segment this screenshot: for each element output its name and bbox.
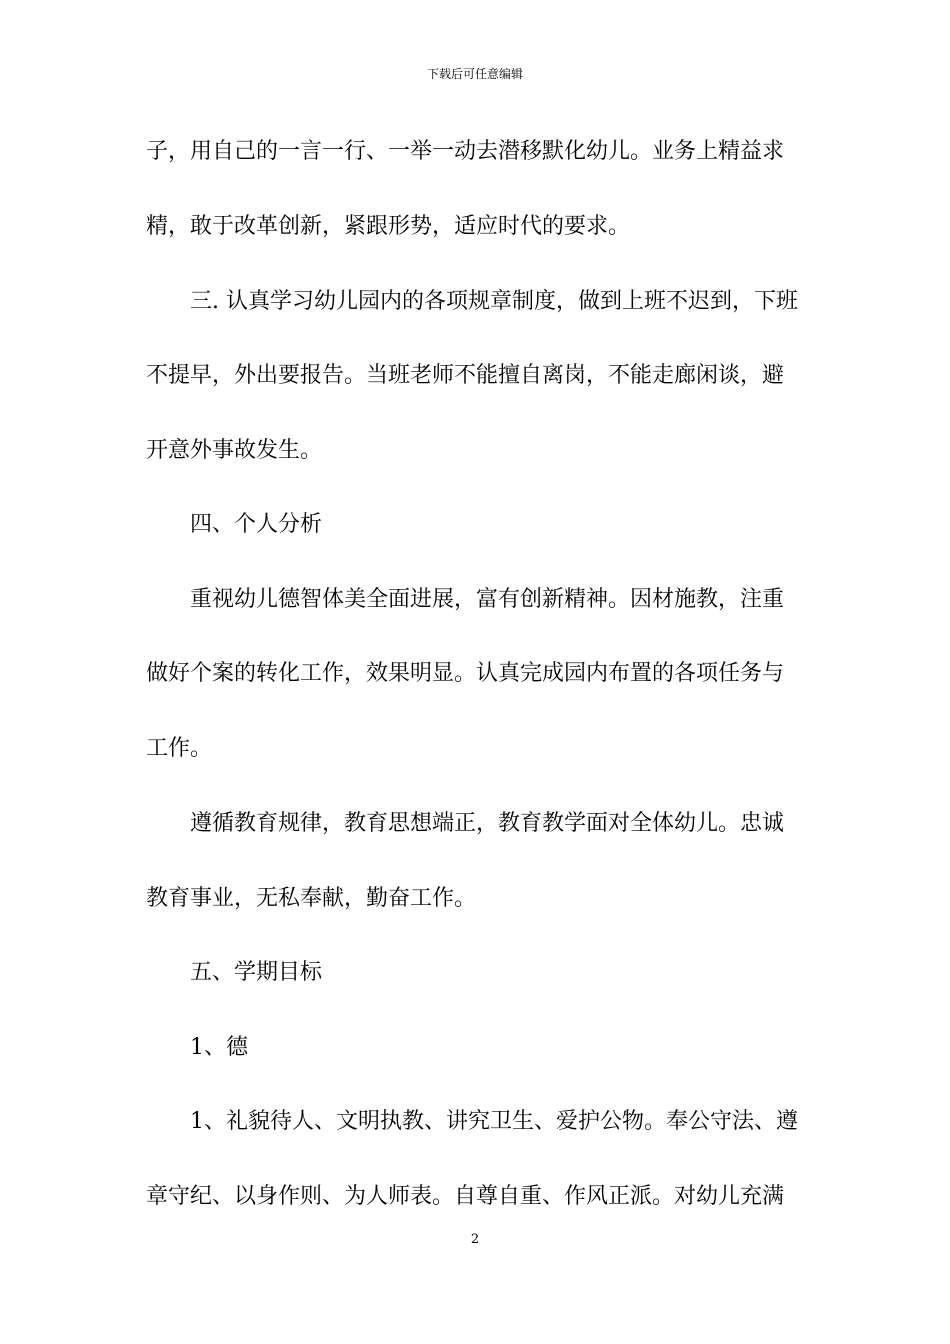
- page-header: 下载后可任意编辑: [426, 67, 523, 81]
- virtue-line-2: 章守纪、以身作则、为人师表。自尊自重、作风正派。对幼儿充满: [146, 1184, 785, 1209]
- subsection-virtue-heading: 1、德: [190, 1035, 248, 1060]
- analysis-line-2: 做好个案的转化工作，效果明显。认真完成园内布置的各项任务与: [146, 661, 785, 686]
- body-line-1: 子，用自己的一言一行、一举一动去潜移默化幼儿。业务上精益求: [146, 139, 785, 164]
- analysis-line-5: 教育事业，无私奉献，勤奋工作。: [146, 886, 477, 911]
- analysis-line-1: 重视幼儿德智体美全面进展，富有创新精神。因材施教，注重: [190, 587, 785, 612]
- section-3-line-3: 开意外事故发生。: [146, 438, 323, 463]
- analysis-line-3: 工作。: [146, 736, 213, 761]
- body-line-2: 精，敢于改革创新，紧跟形势，适应时代的要求。: [146, 214, 631, 239]
- section-3-line-1: 三. 认真学习幼儿园内的各项规章制度，做到上班不迟到，下班: [190, 289, 798, 314]
- section-4-heading: 四、个人分析: [190, 512, 323, 537]
- section-5-heading: 五、学期目标: [190, 960, 323, 985]
- page-number: 2: [470, 1232, 480, 1247]
- analysis-line-4: 遵循教育规律，教育思想端正，教育教学面对全体幼儿。忠诚: [190, 811, 785, 836]
- section-3-line-2: 不提早，外出要报告。当班老师不能擅自离岗，不能走廊闲谈，避: [146, 363, 785, 388]
- virtue-line-1: 1、礼貌待人、文明执教、讲究卫生、爱护公物。奉公守法、遵: [190, 1109, 798, 1134]
